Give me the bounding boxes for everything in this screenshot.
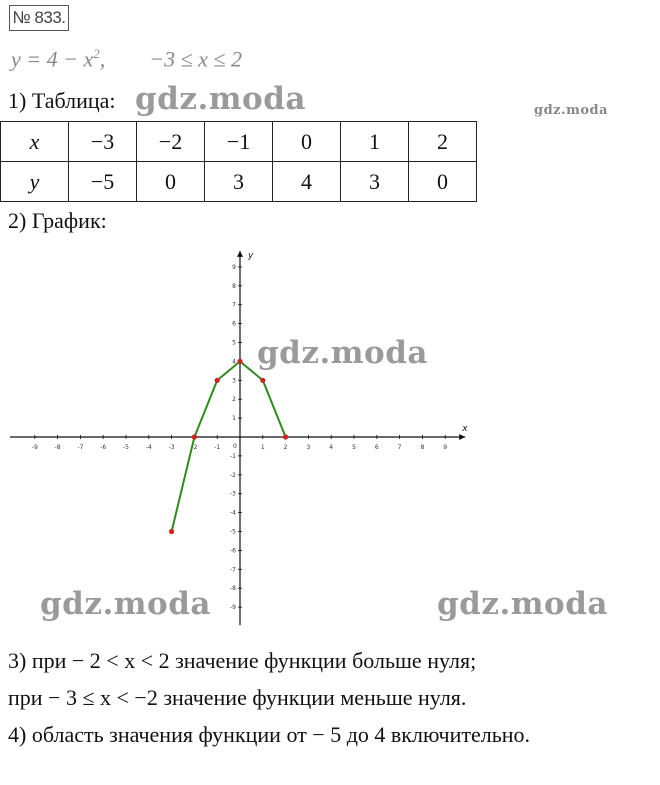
y-tick-label: 3	[232, 377, 236, 385]
x-tick-label: -8	[54, 444, 61, 451]
x-tick-label: 3	[306, 444, 311, 451]
x-tick-label: -3	[168, 444, 175, 451]
answer-positive: 3) при − 2 < x < 2 значение функции больше нуля;	[8, 648, 477, 673]
function-formula	[11, 46, 242, 72]
table-header-x: x	[1, 122, 69, 162]
table-cell: 3	[341, 162, 409, 202]
origin-label: 0	[233, 443, 237, 450]
y-tick-label: -1	[230, 452, 236, 460]
y-tick-label: -6	[230, 547, 236, 555]
series-line	[172, 361, 286, 531]
formula-domain: , −3 ≤ x ≤ 2	[99, 46, 242, 72]
table-cell: 1	[341, 122, 409, 162]
table-cell: 0	[273, 122, 341, 162]
section-table-heading: 1) Таблица:	[8, 88, 116, 113]
x-tick-label: 5	[352, 444, 356, 451]
y-tick-label: 7	[232, 301, 236, 309]
formula-left: y = 4 − x	[11, 46, 94, 72]
watermark: gdz.moda	[534, 103, 609, 118]
data-point	[215, 378, 220, 383]
data-point	[237, 359, 242, 364]
table-cell: −5	[69, 162, 137, 202]
x-tick-label: -1	[214, 444, 221, 451]
x-tick-label: -2	[191, 444, 198, 451]
table-row-x	[1, 122, 477, 162]
y-tick-label: 9	[232, 263, 236, 271]
table-cell: 2	[409, 122, 477, 162]
x-tick-label: 2	[283, 444, 288, 451]
section-graph-heading: 2) График:	[8, 208, 107, 233]
x-tick-label: 4	[329, 444, 334, 451]
y-tick-label: -7	[230, 566, 236, 574]
x-tick-label: -9	[31, 444, 38, 451]
y-tick-label: -9	[230, 604, 236, 612]
table-cell: 3	[205, 162, 273, 202]
formula-power: 2	[93, 46, 100, 61]
y-tick-label: -2	[230, 471, 236, 479]
table-header-y: y	[1, 162, 69, 202]
answer-negative: при − 3 ≤ x < −2 значение функции меньше нуля.	[8, 685, 467, 710]
y-tick-label: 6	[232, 320, 236, 328]
y-tick-label: -8	[230, 585, 236, 593]
data-point	[283, 434, 288, 439]
x-axis-label: x	[462, 424, 468, 434]
table-cell: 0	[137, 162, 205, 202]
x-tick-label: -5	[123, 444, 129, 451]
table-row-y	[1, 162, 477, 202]
y-axis-label: y	[248, 250, 254, 261]
table-cell: −2	[137, 122, 205, 162]
y-tick-label: 8	[232, 282, 236, 290]
task-number: № 833.	[9, 5, 69, 31]
y-tick-label: 2	[232, 396, 236, 404]
data-point	[260, 378, 265, 383]
watermark: gdz.moda	[257, 335, 428, 371]
watermark: gdz.moda	[135, 81, 306, 117]
y-tick-label: 4	[232, 358, 236, 366]
table-cell: 0	[409, 162, 477, 202]
x-tick-label: 1	[260, 444, 265, 451]
watermark: gdz.moda	[437, 586, 608, 622]
x-tick-label: 6	[374, 444, 379, 451]
function-graph	[0, 240, 660, 630]
y-tick-label: -5	[230, 528, 236, 536]
values-table	[0, 121, 477, 202]
y-tick-label: -3	[230, 490, 236, 498]
data-point	[192, 434, 197, 439]
y-tick-label: 1	[232, 415, 236, 423]
x-tick-label: 8	[420, 444, 425, 451]
data-point	[169, 529, 174, 534]
x-tick-label: 7	[397, 444, 402, 451]
answer-range: 4) область значения функции от − 5 до 4 включительно.	[8, 722, 531, 747]
table-cell: −1	[205, 122, 273, 162]
y-tick-label: 5	[232, 339, 236, 347]
x-tick-label: -6	[100, 444, 107, 451]
watermark: gdz.moda	[40, 586, 211, 622]
x-tick-label: 9	[443, 444, 448, 451]
x-tick-label: -7	[77, 444, 84, 451]
table-cell: −3	[69, 122, 137, 162]
table-cell: 4	[273, 162, 341, 202]
y-tick-label: -4	[230, 509, 236, 517]
x-tick-label: -4	[145, 444, 152, 451]
